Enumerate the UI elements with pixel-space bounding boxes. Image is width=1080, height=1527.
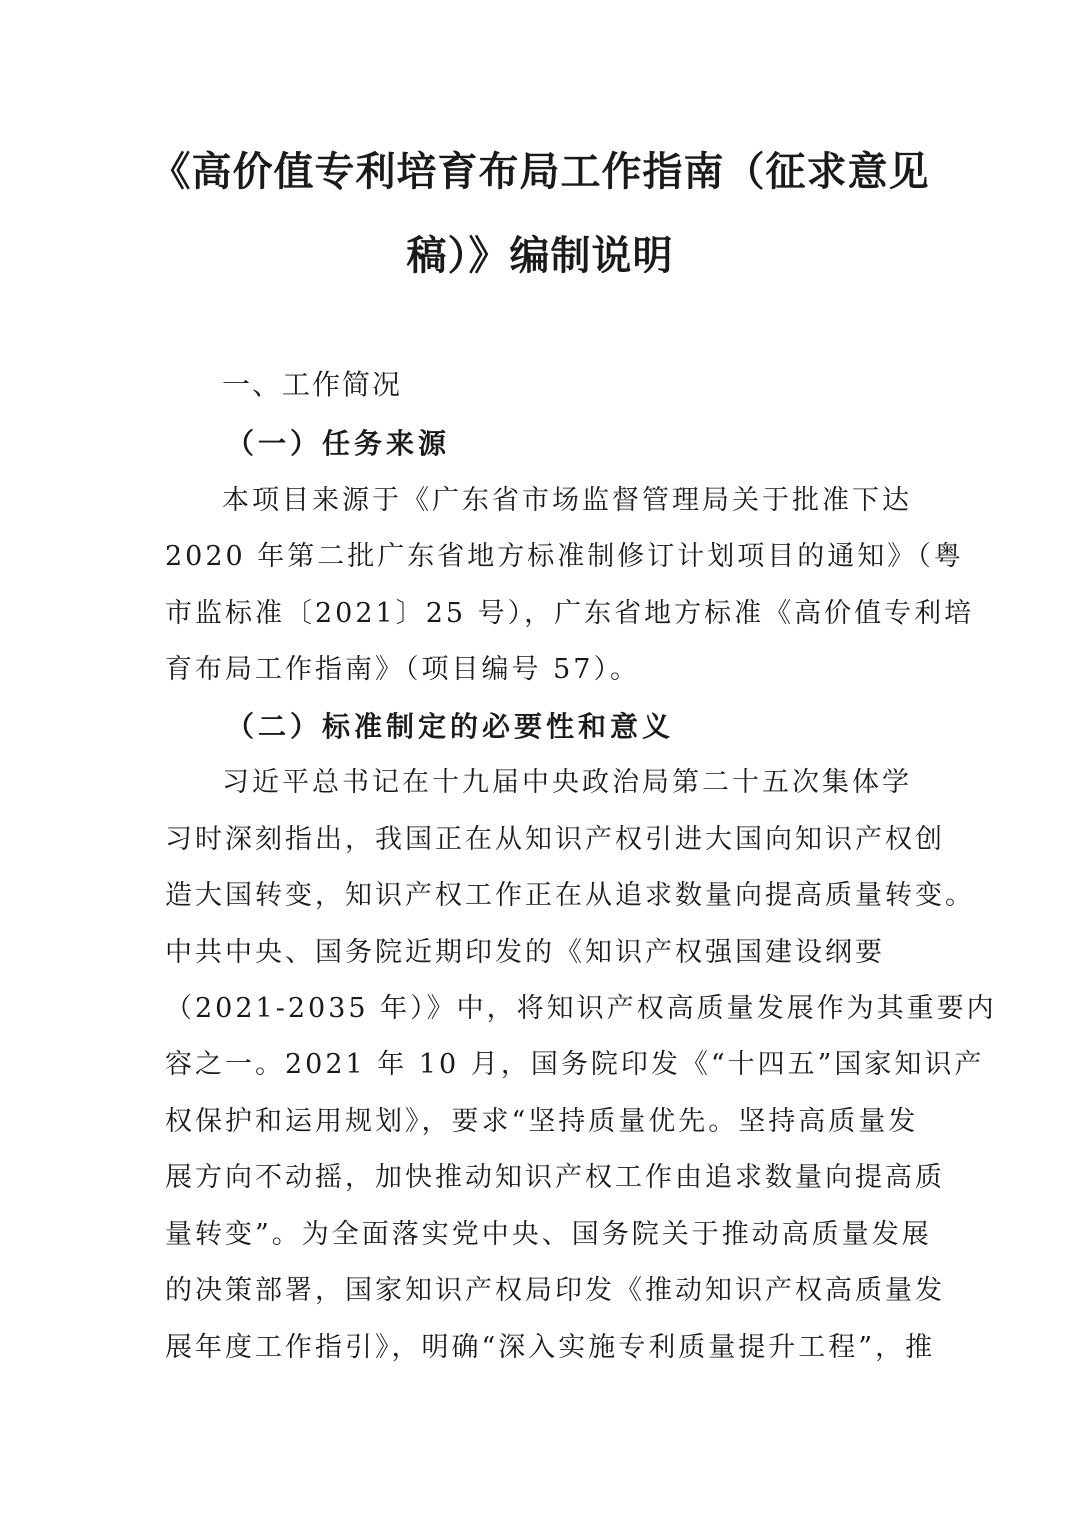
section-heading-work-overview: 一、工作简况 — [222, 368, 403, 401]
paragraph-line: 市监标准〔2021〕25 号），广东省地方标准《高价值专利培 — [165, 598, 975, 629]
document-title-line-1: 《高价值专利培育布局工作指南（征求意见 — [150, 148, 930, 195]
subsection-heading-task-source: （一）任务来源 — [226, 427, 451, 460]
document-title-line-2: 稿）》编制说明 — [406, 232, 674, 279]
paragraph-line: 本项目来源于《广东省市场监督管理局关于批准下达 — [222, 485, 912, 516]
paragraph-line: 权保护和运用规划》，要求“坚持质量优先。坚持高质量发 — [165, 1106, 919, 1137]
paragraph-line: 习时深刻指出，我国正在从知识产权引进大国向知识产权创 — [165, 824, 945, 855]
paragraph-line: 展方向不动摇，加快推动知识产权工作由追求数量向提高质 — [165, 1162, 945, 1193]
paragraph-line: 中共中央、国务院近期印发的《知识产权强国建设纲要 — [165, 937, 885, 968]
paragraph-line: 量转变”。为全面落实党中央、国务院关于推动高质量发展 — [165, 1219, 932, 1250]
paragraph-line: 容之一。2021 年 10 月，国务院印发《“十四五”国家知识产 — [165, 1049, 985, 1080]
paragraph-line: 习近平总书记在十九届中央政治局第二十五次集体学 — [222, 767, 912, 798]
paragraph-line: 2020 年第二批广东省地方标准制修订计划项目的通知》（粤 — [165, 541, 964, 572]
paragraph-line: 展年度工作指引》，明确“深入实施专利质量提升工程”，推 — [165, 1332, 936, 1363]
paragraph-line: 造大国转变，知识产权工作正在从追求数量向提高质量转变。 — [165, 880, 975, 911]
subsection-heading-necessity: （二）标准制定的必要性和意义 — [226, 710, 675, 743]
paragraph-line: 育布局工作指南》（项目编号 57）。 — [165, 654, 640, 685]
paragraph-line: （2021-2035 年）》中，将知识产权高质量发展作为其重要内 — [165, 993, 997, 1024]
paragraph-line: 的决策部署，国家知识产权局印发《推动知识产权高质量发 — [165, 1275, 945, 1306]
